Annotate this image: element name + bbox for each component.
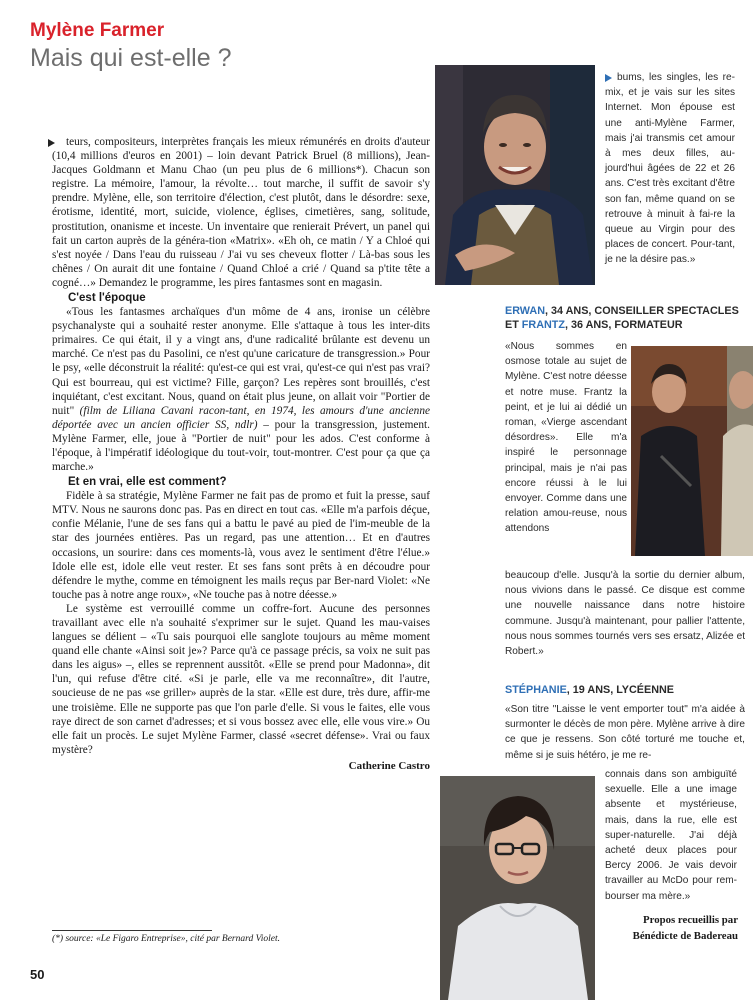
- name-erwan: ERWAN: [505, 305, 545, 317]
- testimony-erwan-text: «Nous sommes en osmose totale au sujet de Mylène. C'est notre déesse et notre muse. Frantz la peint, et je lui ai dédié un roman, «Vierge ascendant désordres». Elle m'a inspiré le personnage principal, mais je n'ai pas encore réussi à le lui envoyer. Comme dans une relation amou-reuse, nous attendons: [505, 341, 627, 535]
- testimony-continued-text: bums, les singles, les re-mix, et je vais sur les sites Internet. Mon épouse est une anti-Mylène Farmer, mais j'ai transmis cet amour à mes deux filles, au-jourd'hui âgées de 22 et 26 ans. C'est très excitant d'être son fan, même quand on se retrouve à minuit à fai-re la queue au Virgin pour des places de concert. Pour-tant, je ne la désire pas.»: [605, 72, 735, 266]
- subheading-epoque: C'est l'époque: [68, 292, 146, 305]
- paragraph-system: Le système est verrouillé comme un coffre-fort. Aucune des personnes travaillant avec elle n'a souhaité s'exprimer sur le sujet. Quand les mau-vaises langues se délient – «Tu sais pourquoi elle sanglote toujours au même moment quand elle chante «Ainsi soit je»? Parce qu'à ce passage précis, sa voix ne suit pas dans les aigus» –, elles se reprennent aussitôt. «Elle se prend pour Madonna», dit l'un, qui refuse d'être cité. «Si je parle, elle va me reconnaître», dit l'autre, soucieuse de ne pas «se griller» auprès de la star. «Elle est dure, très dure, affir-me une troisième. Elle ne supporte pas que l'on parle d'elle. Si vous le faites, elle vous raye direct de son carnet d'adresses; et si vous bossez avec elle, elle vous vire.» Ou elle fait un procès. Le sujet Mylène Farmer, classé «secret défense». Vrai ou faux mystère?: [52, 602, 430, 756]
- testimony-continued: [605, 70, 735, 268]
- paragraph-strategy: Fidèle à sa stratégie, Mylène Farmer ne fait pas de promo et fuit la presse, sauf MTV. Nous ne saurons donc pas. Pas en direct en tout cas. «Elle m'a parfois déçue, confie Mélanie, l'une de ses fans qui a battu le pavé au pied de l'im-meuble de la star des journées entières. Pas un regard, pas une attention… Et en d'autres occasions, un sourire: dans ces moments-là, vous avez le sentiment d'être l'élue.» Idole elle est, idole elle veut rester. Et ses fans sont prêts à en découdre pour défendre le mythe, comme en témoignent les mails reçus par Ber-nard Violet: «Ne touche pas à notre ange roux», «Ne touche pas à notre déesse.»: [52, 490, 430, 601]
- frantz-details: , 36 ANS, FORMATEUR: [564, 319, 683, 331]
- psy-quote-a: «Tous les fantasmes archaïques d'un môme de 4 ans, ironise un célèbre psychanalyste qui a souhaité rester anonyme. Elle s'attaque à tous les inter-dits primaires. Ce qui était, il y a vingt ans, d'une radicalité brûlante est devenu un marché. Ce n'est pas du Pasolini, ce n'est qu'une caricature de transgression.» Pour le psy, «elle déconstruit la réalité: qu'est-ce qui est vrai, qu'est-ce qui n'est pas vrai? Qui est bourreau, qui est victime? Fille, garçon? Les repères sont brouillés, c'est inquiétant, c'est excitant. Nous, quand on était plus jeune, on allait voir "Portier de nuit": [52, 306, 430, 417]
- heading-and: ET: [505, 319, 522, 331]
- paragraph-intro: teurs, compositeurs, interprètes français les mieux rémunérés en droits d'auteur (10,4 millions d'euros en 2001) – loin devant Patrick Bruel (8 millions), Jean-Jacques Goldmann et Manu Chao (un peu plus de 6 millions*). Chacun son registre. La mémoire, l'amour, la révolte… tout marche, il suffit de savoir s'y prendre. Mylène, elle, son territoire d'élection, c'est plutôt, dans le désordre: sexe, érotisme, identité, mort, suicide, violence, églises, cimetières, sang, solitude, prostitution, onanisme et inceste. Un inventaire que renierait Prévert, un panel qui fait un carton auprès de la généra-tion «Matrix». «Eh oh, ce matin / Y a Chloé qui s'est noyée / Dans l'eau du ruisseau / J'ai vu ses cheveux flotter / Là-bas sous les chênes / On aurait dit une fontaine / Quand Chloé a crié / Quand sa p'tite tête a cogné…» Demandez le programme, les pires fantasmes sont en magasin.: [52, 136, 430, 289]
- subheading-en-vrai: Et en vrai, elle est comment?: [68, 476, 227, 489]
- name-stephanie: STÉPHANIE: [505, 684, 567, 696]
- article-body: [52, 135, 430, 773]
- testimony-stephanie-text: «Son titre "Laisse le vent emporter tout" m'a aidée à surmonter le décès de mon père. Mylène arrive à dire ce que je ressens. Son côté torturé me touche et, même si je suis hétéro, je me re-: [505, 704, 745, 761]
- testimony-heading-erwan-frantz: [505, 304, 745, 332]
- film-note: (film de Liliana Cavani racon-tant, en 1974, les amours d'une ancienne déportée avec un ancien officier SS, ndlr): [52, 404, 430, 431]
- photo-erwan-frantz: [631, 346, 753, 556]
- magazine-section-title: Mylène Farmer: [30, 20, 165, 41]
- article-author: Catherine Castro: [348, 759, 430, 772]
- stephanie-details: , 19 ANS, LYCÉENNE: [566, 684, 675, 696]
- erwan-details: , 34 ANS, CONSEILLER SPECTACLES: [545, 305, 739, 317]
- photo-stephanie: [440, 776, 595, 1000]
- footnote-divider: [52, 930, 212, 931]
- psy-quote-b: – pour la transgression, justement. Mylène Farmer, elle, joue à "Portier de nuit" pour les ados. C'est conforme à l'époque, à l'impératif idéologique du tout-voir, tout-montrer. C'est pour ça que ça marche.»: [52, 418, 430, 474]
- interview-credit: [590, 912, 738, 944]
- testimony-erwan-text-continued: beaucoup d'elle. Jusqu'à la sortie du dernier album, nous vivions dans le passé. Ce disque est comme une nouvelle naissance dans notre histoire commune. Jusqu'à maintenant, pour pallier l'attente, nous nous sommes tournés vers ses ersatz, Alizée et Robert.»: [505, 570, 745, 658]
- footnote: (*) source: «Le Figaro Entreprise», cité par Bernard Violet.: [52, 934, 280, 944]
- testimony-stephanie-text-continued: connais dans son ambiguïté sexuelle. Elle a une image absente et mystérieuse, mais, dans la rue, elle est super-naturelle. J'ai déjà acheté deux places pour Bercy 2006. Je vais devoir travailler au McDo pour rem-bourser ma mère.»: [605, 769, 737, 902]
- photo-man-portrait: [435, 65, 595, 285]
- credit-line-1: Propos recueillis par: [643, 914, 738, 926]
- article-subtitle: Mais qui est-elle ?: [30, 44, 232, 72]
- paragraph-psy: [52, 305, 430, 474]
- page-number: 50: [30, 967, 45, 982]
- name-frantz: FRANTZ: [521, 319, 565, 331]
- credit-line-2: Bénédicte de Badereau: [632, 930, 738, 942]
- testimony-heading-stephanie: [505, 683, 745, 697]
